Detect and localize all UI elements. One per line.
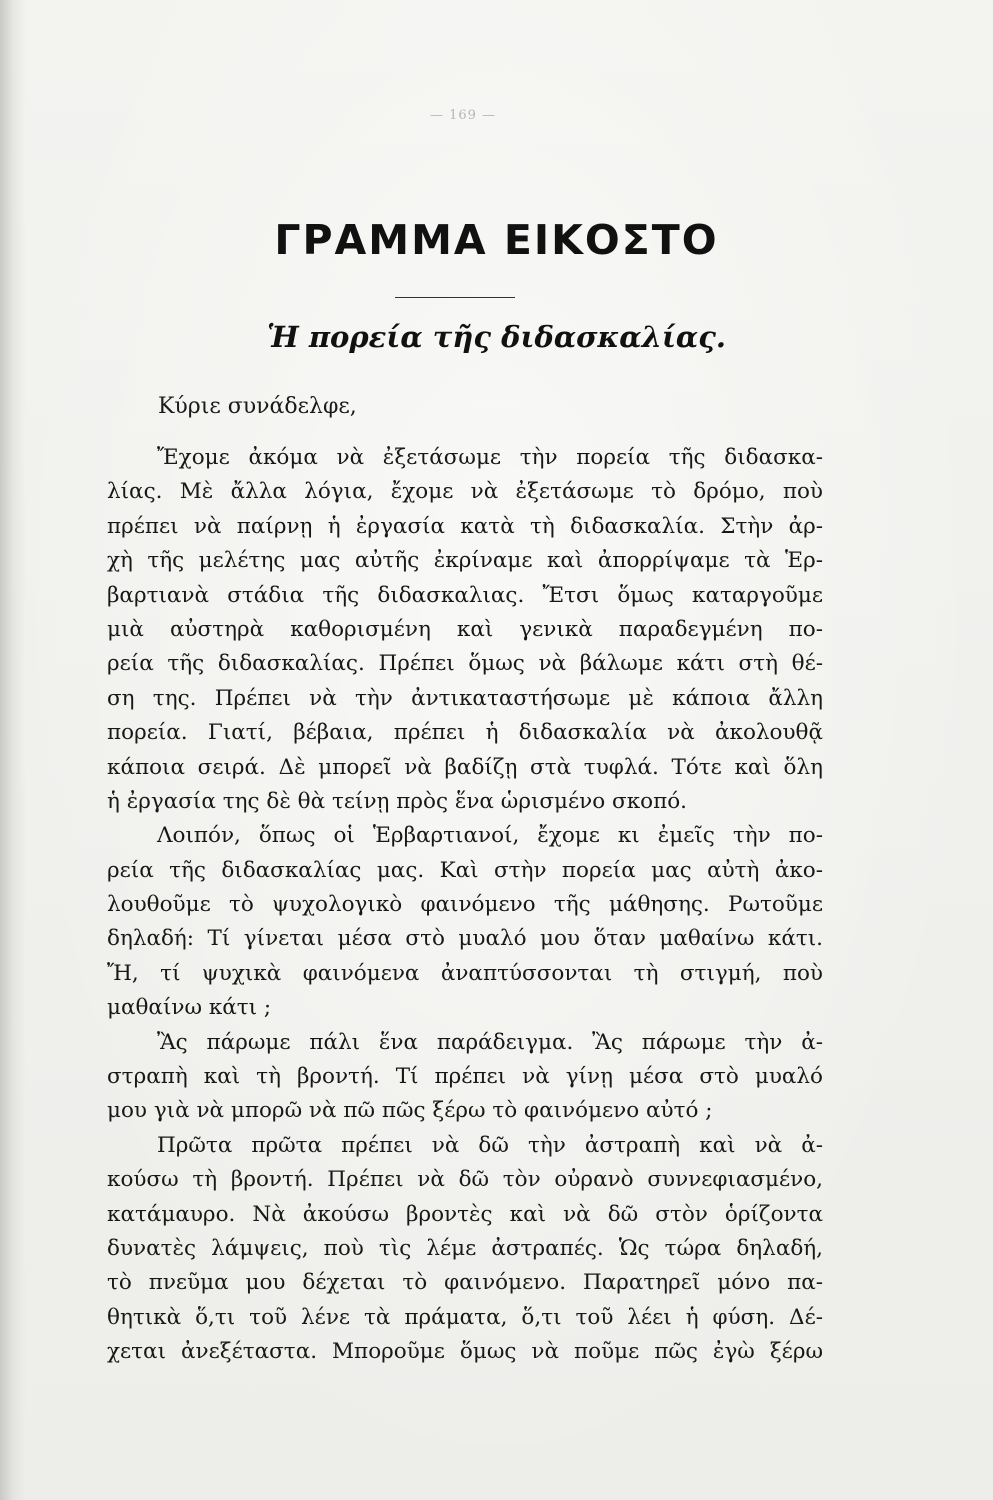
text-line: Λοιπόν, ὅπως οἱ Ἑρβαρτιανοί, ἔχομε κι ἐμεῖς τὴν πο- [157, 823, 823, 849]
text-line: θητικὰ ὅ,τι τοῦ λένε τὰ πράματα, ὅ,τι τοῦ λέει ἡ φύση. Δέ- [107, 1304, 823, 1330]
body-text [107, 441, 823, 1370]
text-line: ρεία τῆς διδασκαλίας. Πρέπει ὅμως νὰ βάλωμε κάτι στὴ θέ- [107, 651, 823, 677]
title-divider [395, 297, 515, 298]
text-line: χεται ἀνεξέταστα. Μποροῦμε ὅμως νὰ ποῦμε πῶς ἐγὼ ξέρω [107, 1339, 823, 1365]
text-line: Ἔχομε ἀκόμα νὰ ἐξετάσωμε τὴν πορεία τῆς διδασκα- [157, 445, 823, 470]
text-line: μαθαίνω κάτι ; [107, 995, 272, 1021]
text-line: ση της. Πρέπει νὰ τὴν ἀντικαταστήσωμε μὲ κάποια ἄλλη [107, 685, 823, 711]
text-line: βαρτιανὰ στάδια τῆς διδασκαλιας. Ἔτσι ὅμως καταργοῦμε [107, 582, 823, 608]
text-line: κάποια σειρά. Δὲ μπορεῖ νὰ βαδίζῃ στὰ τυφλά. Τότε καὶ ὅλη [107, 754, 823, 780]
text-line: μιὰ αὐστηρὰ καθορισμένη καὶ γενικὰ παραδεγμένη πο- [107, 616, 823, 642]
text-line: κούσω τὴ βροντή. Πρέπει νὰ δῶ τὸν οὐρανὸ συννεφιασμένο, [107, 1167, 823, 1193]
text-line: Πρῶτα πρῶτα πρέπει νὰ δῶ τὴν ἀστραπὴ καὶ νὰ ἀ- [157, 1132, 823, 1158]
page-number: — 169 — [430, 108, 497, 123]
text-line: δυνατὲς λάμψεις, ποὺ τὶς λέμε ἀστραπές. Ὡς τώρα δηλαδή, [107, 1235, 823, 1261]
text-line: λουθοῦμε τὸ ψυχολογικὸ φαινόμενο τῆς μάθησης. Ρωτοῦμε [107, 892, 823, 918]
text-line: πορεία. Γιατί, βέβαια, πρέπει ἡ διδασκαλία νὰ ἀκολουθᾷ [107, 720, 823, 746]
text-line: ρεία τῆς διδασκαλίας μας. Καὶ στὴν πορεία μας αὐτὴ ἀκο- [107, 857, 823, 883]
text-line: πρέπει νὰ παίρνῃ ἡ ἐργασία κατὰ τὴ διδασκαλία. Στὴν ἀρ- [107, 513, 823, 539]
text-line: ἡ ἐργασία της δὲ θὰ τείνῃ πρὸς ἕνα ὡρισμένο σκοπό. [107, 788, 687, 814]
text-line: δηλαδή: Τί γίνεται μέσα στὸ μυαλό μου ὅταν μαθαίνω κάτι. [107, 926, 823, 952]
letter-greeting: Κύριε συνάδελφε, [158, 394, 357, 419]
text-line: μου γιὰ νὰ μπορῶ νὰ πῶ πῶς ξέρω τὸ φαινόμενο αὐτό ; [107, 1098, 713, 1124]
text-line: κατάμαυρο. Νὰ ἀκούσω βροντὲς καὶ νὰ δῶ στὸν ὁρίζοντα [107, 1201, 823, 1227]
text-line: Ἤ, τί ψυχικὰ φαινόμενα ἀναπτύσσονται τὴ στιγμή, ποὺ [107, 960, 823, 986]
text-line: τὸ πνεῦμα μου δέχεται τὸ φαινόμενο. Παρατηρεῖ μόνο πα- [107, 1270, 823, 1296]
text-line: στραπὴ καὶ τὴ βροντή. Τί πρέπει νὰ γίνῃ μέσα στὸ μυαλό [107, 1064, 823, 1090]
chapter-subtitle: Ἡ πορεία τῆς διδασκαλίας. [266, 320, 726, 354]
text-line: χὴ τῆς μελέτης μας αὐτῆς ἐκρίναμε καὶ ἀπορρίψαμε τὰ Ἑρ- [107, 548, 823, 574]
text-line: Ἂς πάρωμε πάλι ἕνα παράδειγμα. Ἂς πάρωμε τὴν ἀ- [157, 1029, 823, 1055]
chapter-title: ΓΡΑΜΜΑ ΕΙΚΟΣΤΟ [274, 216, 719, 264]
text-line: λίας. Μὲ ἄλλα λόγια, ἔχομε νὰ ἐξετάσωμε τὸ δρόμο, ποὺ [107, 479, 823, 505]
